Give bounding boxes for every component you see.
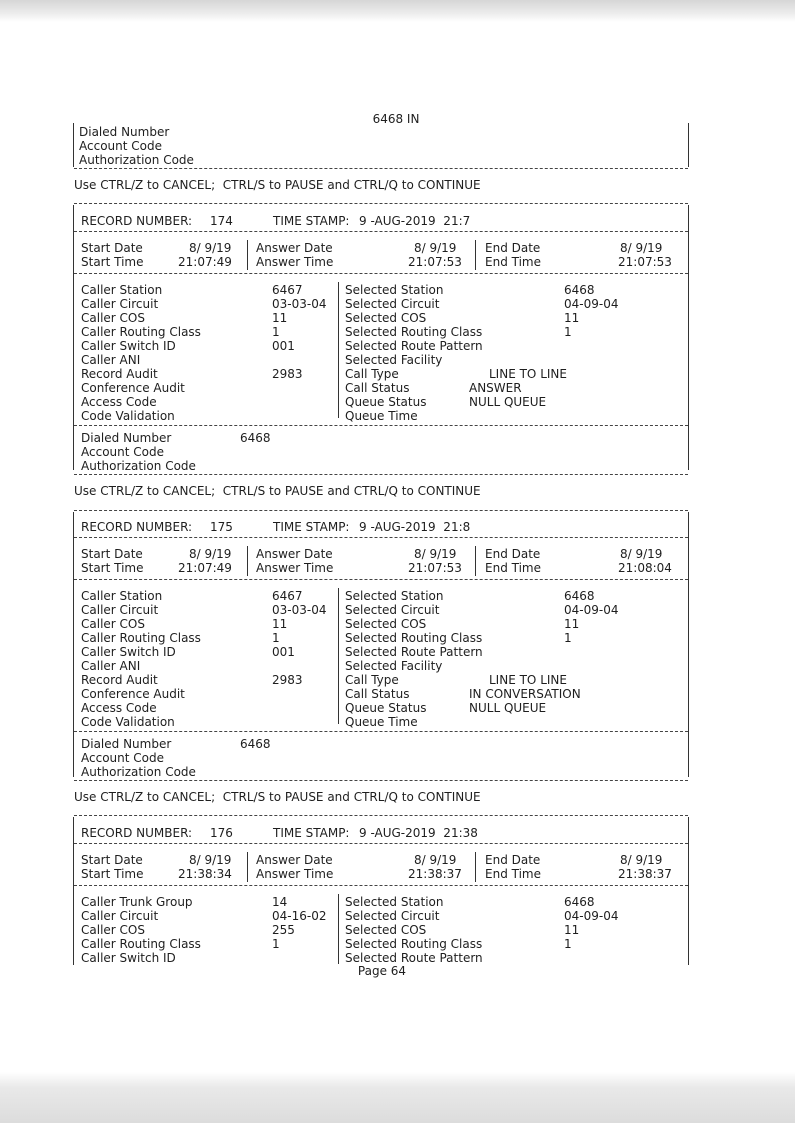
caller-circuit-value: 04-16-02 <box>272 909 327 923</box>
start-time-label: Start Time <box>81 255 144 269</box>
start-time-label: Start Time <box>81 561 144 575</box>
start-time-value: 21:07:49 <box>178 561 232 575</box>
end-date-label: End Date <box>485 547 541 561</box>
queue-status-label: Queue Status <box>345 701 427 715</box>
start-time-value: 21:07:49 <box>178 255 232 269</box>
queue-time-label: Queue Time <box>345 409 418 423</box>
divider <box>74 780 688 781</box>
caller-trunk-group-value: 14 <box>272 895 288 909</box>
start-date-label: Start Date <box>81 241 143 255</box>
selected-routing-class-value: 1 <box>564 325 572 339</box>
answer-time-value: 21:38:37 <box>408 867 462 881</box>
caller-circuit-value: 03-03-04 <box>272 297 327 311</box>
time-stamp-label: TIME STAMP: <box>273 214 350 228</box>
answer-time-value: 21:07:53 <box>408 255 462 269</box>
selected-routing-class-value: 1 <box>564 937 572 951</box>
control-hint: Use CTRL/Z to CANCEL; CTRL/S to PAUSE and CTRL/Q to CONTINUE <box>74 790 481 804</box>
column-separator <box>247 852 248 882</box>
authorization-code-label: Authorization Code <box>81 459 196 473</box>
caller-station-value: 6467 <box>272 283 303 297</box>
selected-station-value: 6468 <box>564 589 595 603</box>
caller-circuit-label: Caller Circuit <box>81 603 159 617</box>
divider <box>74 579 688 580</box>
start-time-value: 21:38:34 <box>178 867 232 881</box>
end-time-label: End Time <box>485 561 541 575</box>
control-hint: Use CTRL/Z to CANCEL; CTRL/S to PAUSE and CTRL/Q to CONTINUE <box>74 178 481 192</box>
call-type-label: Call Type <box>345 673 399 687</box>
divider <box>74 425 688 426</box>
answer-date-label: Answer Date <box>256 547 333 561</box>
left-border <box>73 817 74 965</box>
divider <box>74 231 688 232</box>
column-separator <box>338 588 339 724</box>
caller-cos-value: 11 <box>272 311 288 325</box>
caller-cos-label: Caller COS <box>81 923 145 937</box>
end-date-label: End Date <box>485 241 541 255</box>
selected-facility-label: Selected Facility <box>345 353 443 367</box>
selected-cos-label: Selected COS <box>345 617 427 631</box>
caller-cos-value: 11 <box>272 617 288 631</box>
selected-circuit-value: 04-09-04 <box>564 297 619 311</box>
record-number-label: RECORD NUMBER: <box>81 520 193 534</box>
divider <box>74 885 688 886</box>
record-audit-value: 2983 <box>272 367 303 381</box>
caller-switch-id-label: Caller Switch ID <box>81 339 176 353</box>
column-separator <box>247 546 248 576</box>
start-date-label: Start Date <box>81 547 143 561</box>
end-date-value: 8/ 9/19 <box>620 241 663 255</box>
answer-date-value: 8/ 9/19 <box>414 853 457 867</box>
selected-route-pattern-label: Selected Route Pattern <box>345 339 483 353</box>
record-number-value: 175 <box>210 520 233 534</box>
selected-routing-class-label: Selected Routing Class <box>345 325 483 339</box>
caller-circuit-label: Caller Circuit <box>81 909 159 923</box>
caller-ani-label: Caller ANI <box>81 659 141 673</box>
conference-audit-label: Conference Audit <box>81 381 185 395</box>
end-date-label: End Date <box>485 853 541 867</box>
call-type-value: LINE TO LINE <box>489 673 567 687</box>
record-number-label: RECORD NUMBER: <box>81 826 193 840</box>
caller-routing-class-label: Caller Routing Class <box>81 631 201 645</box>
right-border <box>688 123 689 167</box>
selected-station-label: Selected Station <box>345 283 444 297</box>
end-date-value: 8/ 9/19 <box>620 547 663 561</box>
record-audit-value: 2983 <box>272 673 303 687</box>
caller-cos-label: Caller COS <box>81 311 145 325</box>
column-separator <box>475 240 476 270</box>
authorization-code-label: Authorization Code <box>81 765 196 779</box>
start-time-label: Start Time <box>81 867 144 881</box>
record-audit-label: Record Audit <box>81 673 158 687</box>
end-time-label: End Time <box>485 255 541 269</box>
selected-route-pattern-label: Selected Route Pattern <box>345 951 483 965</box>
selected-station-value: 6468 <box>564 283 595 297</box>
record-audit-label: Record Audit <box>81 367 158 381</box>
caller-station-label: Caller Station <box>81 589 163 603</box>
call-status-label: Call Status <box>345 687 410 701</box>
caller-switch-id-label: Caller Switch ID <box>81 951 176 965</box>
divider <box>74 815 688 816</box>
selected-routing-class-value: 1 <box>564 631 572 645</box>
answer-date-label: Answer Date <box>256 241 333 255</box>
column-separator <box>338 894 339 964</box>
caller-routing-class-label: Caller Routing Class <box>81 325 201 339</box>
selected-routing-class-label: Selected Routing Class <box>345 937 483 951</box>
dialed-number-label: Dialed Number <box>81 431 172 445</box>
selected-station-label: Selected Station <box>345 895 444 909</box>
caller-station-label: Caller Station <box>81 283 163 297</box>
caller-switch-id-value: 001 <box>272 339 295 353</box>
time-stamp-value: 9 -AUG-2019 21:38 <box>359 826 478 840</box>
column-separator <box>338 282 339 418</box>
caller-trunk-group-label: Caller Trunk Group <box>81 895 193 909</box>
answer-date-value: 8/ 9/19 <box>414 241 457 255</box>
time-stamp-value: 9 -AUG-2019 21:7 <box>359 214 471 228</box>
left-border <box>73 512 74 777</box>
control-hint: Use CTRL/Z to CANCEL; CTRL/S to PAUSE and CTRL/Q to CONTINUE <box>74 484 481 498</box>
answer-date-label: Answer Date <box>256 853 333 867</box>
call-status-value: ANSWER <box>469 381 522 395</box>
selected-cos-value: 11 <box>564 311 580 325</box>
divider <box>74 843 688 844</box>
call-status-value: IN CONVERSATION <box>469 687 581 701</box>
answer-time-label: Answer Time <box>256 561 334 575</box>
access-code-label: Access Code <box>81 395 157 409</box>
queue-time-label: Queue Time <box>345 715 418 729</box>
divider <box>74 474 688 475</box>
caller-switch-id-label: Caller Switch ID <box>81 645 176 659</box>
end-date-value: 8/ 9/19 <box>620 853 663 867</box>
answer-time-label: Answer Time <box>256 867 334 881</box>
selected-route-pattern-label: Selected Route Pattern <box>345 645 483 659</box>
caller-routing-class-value: 1 <box>272 325 280 339</box>
end-time-value: 21:07:53 <box>618 255 672 269</box>
answer-time-value: 21:07:53 <box>408 561 462 575</box>
start-date-value: 8/ 9/19 <box>189 241 232 255</box>
account-code-label: Account Code <box>81 445 164 459</box>
caller-switch-id-value: 001 <box>272 645 295 659</box>
right-border <box>688 817 689 965</box>
start-date-value: 8/ 9/19 <box>189 853 232 867</box>
end-time-label: End Time <box>485 867 541 881</box>
dialed-number-value: 6468 <box>240 431 271 445</box>
selected-station-value: 6468 <box>564 895 595 909</box>
answer-time-label: Answer Time <box>256 255 334 269</box>
dialed-number-label: Dialed Number <box>79 125 170 139</box>
account-code-label: Account Code <box>79 139 162 153</box>
record-number-label: RECORD NUMBER: <box>81 214 193 228</box>
caller-cos-value: 255 <box>272 923 295 937</box>
caller-routing-class-label: Caller Routing Class <box>81 937 201 951</box>
time-stamp-label: TIME STAMP: <box>273 826 350 840</box>
dialed-number-value: 6468 <box>240 737 271 751</box>
code-validation-label: Code Validation <box>81 715 175 729</box>
time-stamp-value: 9 -AUG-2019 21:8 <box>359 520 471 534</box>
caller-station-value: 6467 <box>272 589 303 603</box>
caller-circuit-value: 03-03-04 <box>272 603 327 617</box>
selected-station-label: Selected Station <box>345 589 444 603</box>
selected-facility-label: Selected Facility <box>345 659 443 673</box>
selected-cos-value: 11 <box>564 923 580 937</box>
record-number-value: 176 <box>210 826 233 840</box>
left-border <box>73 123 74 167</box>
queue-status-label: Queue Status <box>345 395 427 409</box>
code-validation-label: Code Validation <box>81 409 175 423</box>
column-separator <box>475 852 476 882</box>
caller-routing-class-value: 1 <box>272 631 280 645</box>
column-separator <box>475 546 476 576</box>
call-type-value: LINE TO LINE <box>489 367 567 381</box>
answer-date-value: 8/ 9/19 <box>414 547 457 561</box>
selected-circuit-label: Selected Circuit <box>345 297 440 311</box>
selected-circuit-value: 04-09-04 <box>564 909 619 923</box>
end-time-value: 21:08:04 <box>618 561 672 575</box>
caller-cos-label: Caller COS <box>81 617 145 631</box>
call-type-label: Call Type <box>345 367 399 381</box>
right-border <box>688 205 689 470</box>
right-border <box>688 512 689 777</box>
selected-circuit-label: Selected Circuit <box>345 603 440 617</box>
left-border <box>73 205 74 470</box>
account-code-label: Account Code <box>81 751 164 765</box>
caller-ani-label: Caller ANI <box>81 353 141 367</box>
start-date-value: 8/ 9/19 <box>189 547 232 561</box>
call-status-label: Call Status <box>345 381 410 395</box>
selected-circuit-label: Selected Circuit <box>345 909 440 923</box>
selected-cos-value: 11 <box>564 617 580 631</box>
selected-cos-label: Selected COS <box>345 923 427 937</box>
selected-cos-label: Selected COS <box>345 311 427 325</box>
divider <box>74 273 688 274</box>
authorization-code-label: Authorization Code <box>79 153 194 167</box>
conference-audit-label: Conference Audit <box>81 687 185 701</box>
start-date-label: Start Date <box>81 853 143 867</box>
end-time-value: 21:38:37 <box>618 867 672 881</box>
selected-routing-class-label: Selected Routing Class <box>345 631 483 645</box>
page-number: Page 64 <box>357 964 407 978</box>
divider <box>74 203 688 204</box>
caller-routing-class-value: 1 <box>272 937 280 951</box>
page-title: 6468 IN <box>372 112 420 126</box>
queue-status-value: NULL QUEUE <box>469 395 547 409</box>
divider <box>74 537 688 538</box>
time-stamp-label: TIME STAMP: <box>273 520 350 534</box>
caller-circuit-label: Caller Circuit <box>81 297 159 311</box>
selected-circuit-value: 04-09-04 <box>564 603 619 617</box>
dialed-number-label: Dialed Number <box>81 737 172 751</box>
divider <box>74 731 688 732</box>
access-code-label: Access Code <box>81 701 157 715</box>
column-separator <box>247 240 248 270</box>
divider <box>74 510 688 511</box>
queue-status-value: NULL QUEUE <box>469 701 547 715</box>
divider <box>74 168 688 169</box>
record-number-value: 174 <box>210 214 233 228</box>
